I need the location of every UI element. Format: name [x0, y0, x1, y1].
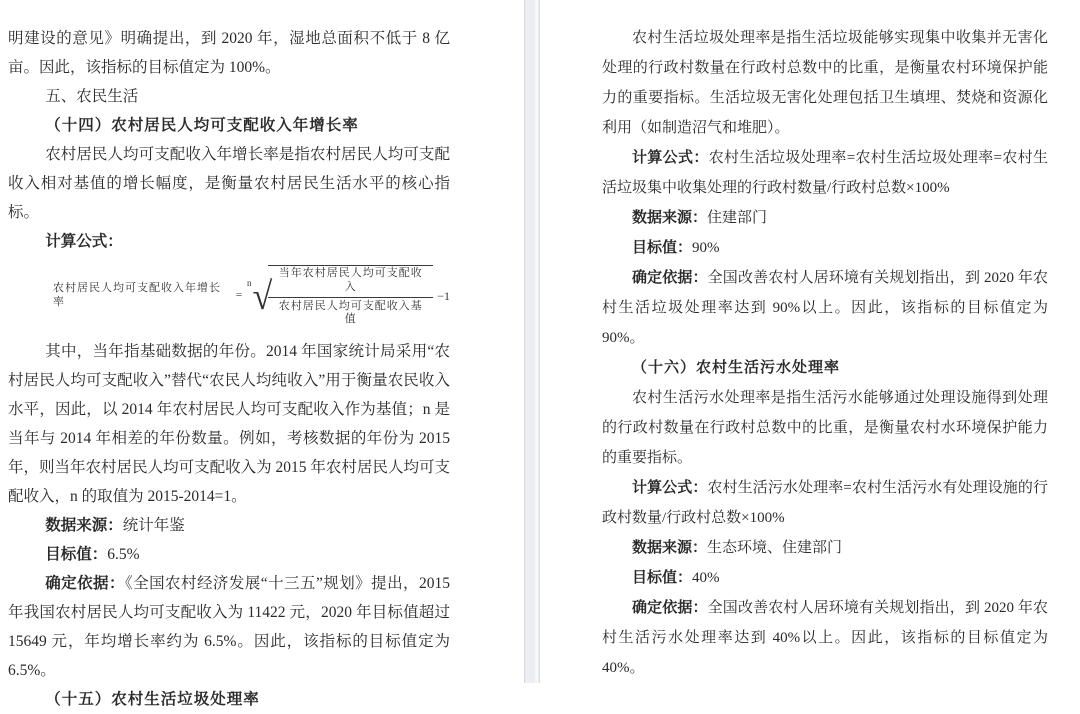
item14-basis-paragraph: [8, 569, 450, 685]
item14-target-value-line: [8, 540, 450, 569]
basis-text: 全国改善农村人居环境有关规划指出，到 2020 年农村生活污水处理率达到 40%以上。因此，该指标的目标值定为 40%。: [602, 600, 1048, 676]
basis-label: 确定依据：: [632, 600, 708, 616]
data-source-value: 生态环境、住建部门: [707, 540, 843, 556]
target-value-label: 目标值：: [45, 546, 108, 563]
item14-data-source-line: [8, 511, 450, 540]
basis-text: 全国改善农村人居环境有关规划指出，到 2020 年农村生活垃圾处理率达到 90%以上。因此，该指标的目标值定为 90%。: [602, 270, 1048, 346]
formula-label: 计算公式：: [632, 150, 709, 166]
item14-note-paragraph: 其中，当年指基础数据的年份。2014 年国家统计局采用“农村居民人均可支配收入”替代“农民人均纯收入”用于衡量农民收入水平，因此，以 2014 年农村居民人均可支配收入作为基值；n 是当年与 2014 年相差的年份数量。例如，考核数据的年份为 2015 年，则当年农村居民人均可支配收入为 2015 年农村居民人均可支配收入，n 的取值为 2015-2014=1。: [8, 343, 450, 505]
formula-minus-one: −1: [437, 288, 450, 303]
formula-root-index: n: [247, 278, 252, 289]
item15-data-source-line: [602, 203, 1048, 233]
item16-formula-line: [602, 473, 1048, 533]
data-source-value: 统计年鉴: [122, 517, 185, 534]
item16-data-source-line: [602, 533, 1048, 563]
target-value-label: 目标值：: [632, 570, 693, 586]
item15-basis-paragraph: [602, 263, 1048, 353]
document-page-left: [0, 0, 524, 708]
basis-label: 确定依据：: [45, 575, 125, 592]
basis-label: 确定依据：: [632, 270, 708, 286]
item15-formula-line: [602, 143, 1048, 203]
item16-heading: （十六）农村生活污水处理率: [632, 360, 841, 376]
item15-heading: （十五）农村生活垃圾处理率: [45, 691, 260, 708]
item16-target-value-line: [602, 563, 1048, 593]
intro-continuation-paragraph: 明建设的意见》明确提出，到 2020 年，湿地总面积不低于 8 亿亩。因此，该指标的目标值定为 100%。: [8, 30, 450, 76]
formula-equals-sign: =: [235, 289, 243, 302]
formula-label: 计算公式：: [632, 480, 708, 496]
item14-description: 农村居民人均可支配收入年增长率是指农村居民人均可支配收入相对基值的增长幅度，是衡量农村居民生活水平的核心指标。: [8, 146, 450, 221]
formula-label: 计算公式：: [45, 233, 123, 250]
income-growth-formula: [53, 265, 450, 327]
item16-formula-text: 农村生活污水处理率=农村生活污水有处理设施的行政村数量/行政村总数×100%: [602, 480, 1048, 526]
page-gutter: [524, 0, 540, 683]
target-value: 6.5%: [107, 546, 140, 563]
target-value: 40%: [692, 570, 720, 586]
formula-fraction: [268, 265, 433, 327]
item15-formula-text: 农村生活垃圾处理率=农村生活垃圾处理率=农村生活垃圾集中收集处理的行政村数量/行政村总数×100%: [602, 150, 1048, 196]
radical-sign: √: [252, 274, 273, 318]
document-page-right: [540, 0, 1080, 683]
formula-denominator: 农村居民人均可支配收入基值: [278, 299, 423, 326]
data-source-label: 数据来源：: [632, 540, 708, 556]
basis-text: 《全国农村经济发展“十三五”规划》提出，2015 年我国农村居民人均可支配收入为 11422 元，2020 年目标值超过 15649 元，年均增长率约为 6.5%。因此，该指标的目标值定为 6.5%。: [8, 575, 450, 679]
formula-lhs: 农村居民人均可支配收入年增长率: [53, 282, 221, 308]
data-source-label: 数据来源：: [632, 210, 708, 226]
formula-label-line: [8, 227, 450, 256]
target-value: 90%: [692, 240, 720, 256]
target-value-label: 目标值：: [632, 240, 693, 256]
formula-numerator: 当年农村居民人均可支配收入: [268, 266, 433, 298]
data-source-label: 数据来源：: [45, 517, 123, 534]
section-heading-rural-life: 五、农民生活: [45, 88, 139, 105]
data-source-value: 住建部门: [707, 210, 768, 226]
item16-basis-paragraph: [602, 593, 1048, 683]
item15-target-value-line: [602, 233, 1048, 263]
item14-heading: （十四）农村居民人均可支配收入年增长率: [45, 117, 359, 134]
item15-description: 农村生活垃圾处理率是指生活垃圾能够实现集中收集并无害化处理的行政村数量在行政村总数中的比重，是衡量农村环境保护能力的重要指标。生活垃圾无害化处理包括卫生填埋、焚烧和资源化利用（如制造沼气和堆肥）。: [602, 30, 1048, 136]
item16-description: 农村生活污水处理率是指生活污水能够通过处理设施得到处理的行政村数量在行政村总数中的比重，是衡量农村水环境保护能力的重要指标。: [602, 390, 1048, 466]
